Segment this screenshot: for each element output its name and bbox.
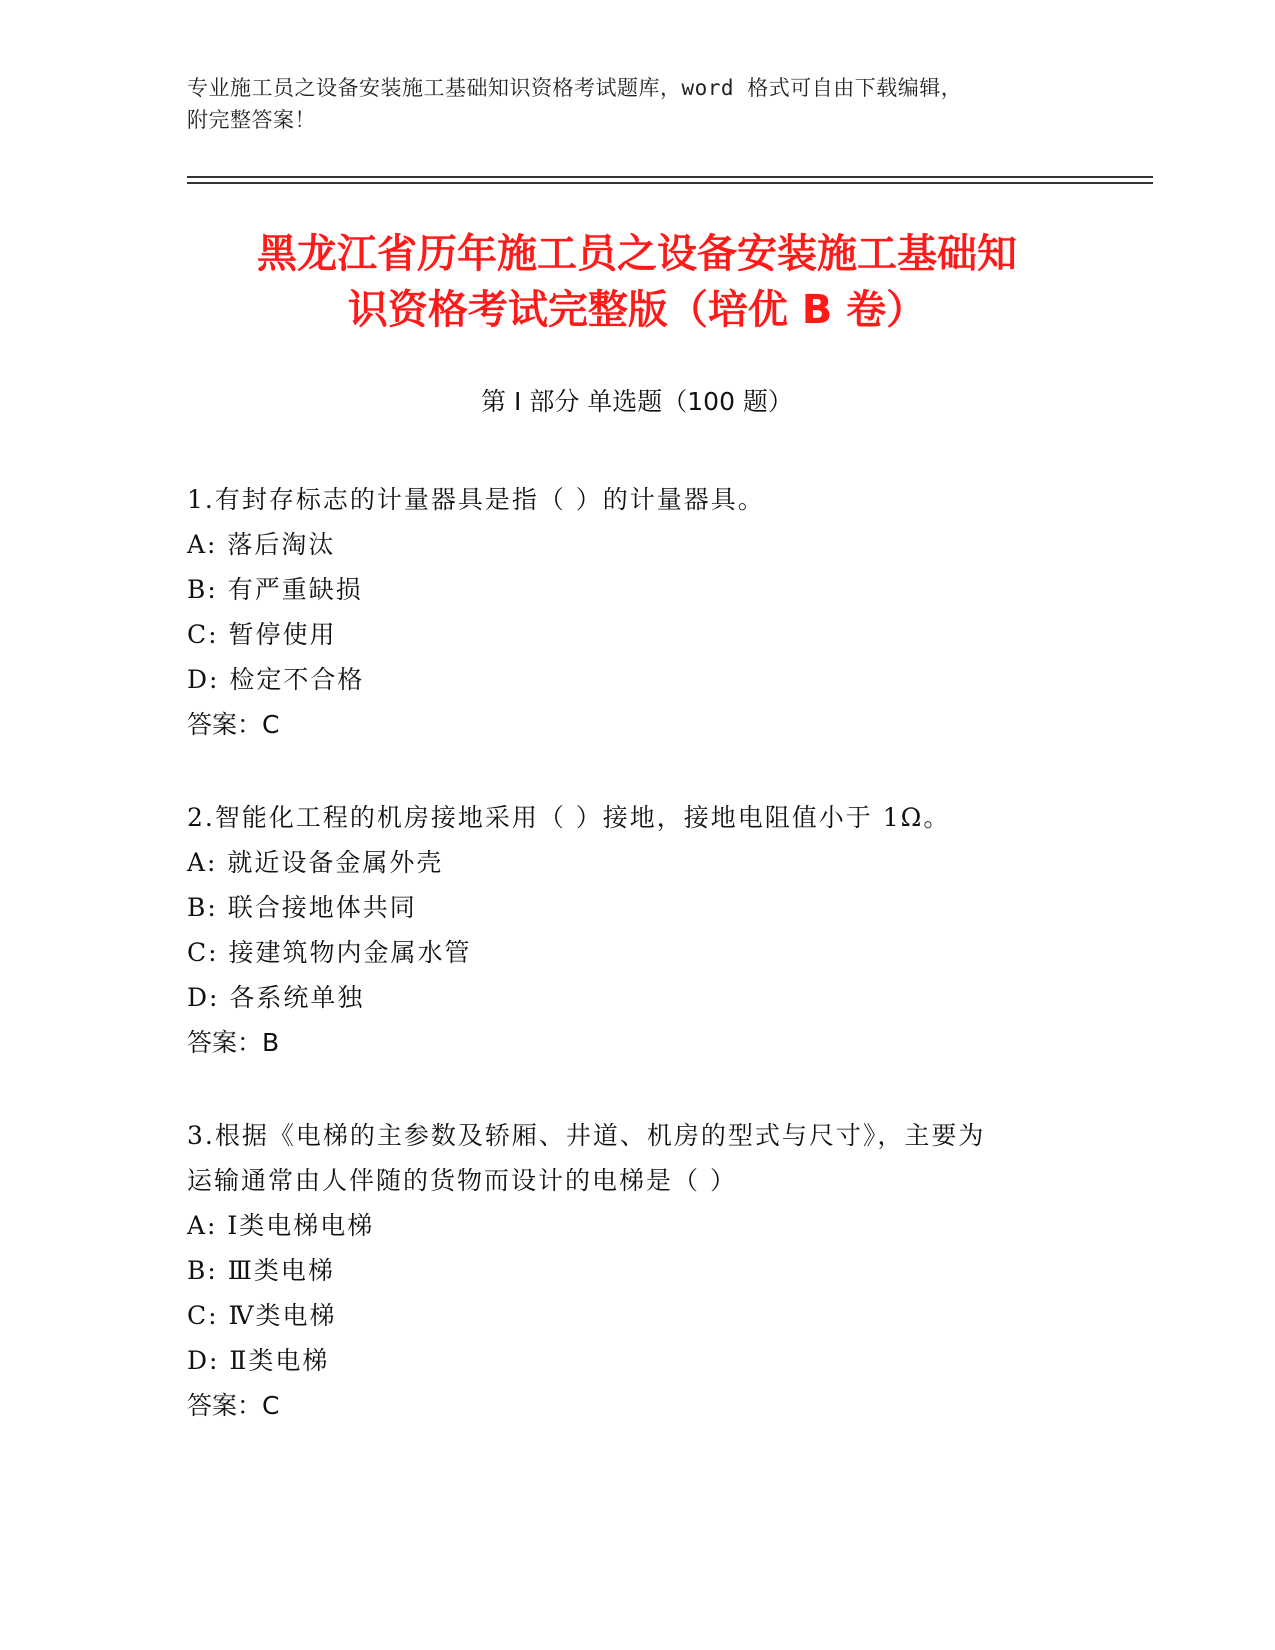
option-a: A: 落后淘汰	[187, 530, 336, 559]
option-c: C: Ⅳ类电梯	[187, 1301, 337, 1330]
question-stem-line-1: 3.根据《电梯的主参数及轿厢、井道、机房的型式与尺寸》，主要为	[187, 1121, 986, 1150]
question-3	[187, 1113, 1087, 1428]
document-title-line-2: 识资格考试完整版（培优 B 卷）	[347, 287, 927, 333]
option-d: D: 各系统单独	[187, 983, 365, 1012]
option-b: B: Ⅲ类电梯	[187, 1256, 335, 1285]
header-note-line-1: 专业施工员之设备安装施工基础知识资格考试题库，word 格式可自由下载编辑，	[187, 76, 963, 100]
option-d: D: 检定不合格	[187, 665, 365, 694]
option-a: A: Ⅰ类电梯电梯	[187, 1211, 375, 1240]
header-divider-bottom	[187, 182, 1153, 184]
question-1	[187, 477, 1087, 747]
document-title-line-1: 黑龙江省历年施工员之设备安装施工基础知	[257, 231, 1017, 277]
question-stem: 2.智能化工程的机房接地采用（ ）接地，接地电阻值小于 1Ω。	[187, 803, 951, 832]
answer: 答案：B	[187, 1028, 280, 1057]
section-heading: 第 I 部分 单选题（100 题）	[481, 387, 793, 416]
document-title	[187, 226, 1087, 338]
option-b: B: 有严重缺损	[187, 575, 363, 604]
header-note-line-2: 附完整答案！	[187, 108, 316, 132]
option-c: C: 暂停使用	[187, 620, 337, 649]
question-stem-line-2: 运输通常由人伴随的货物而设计的电梯是（ ）	[187, 1166, 737, 1195]
option-b: B: 联合接地体共同	[187, 893, 417, 922]
question-2	[187, 795, 1087, 1065]
question-stem: 1.有封存标志的计量器具是指（ ）的计量器具。	[187, 485, 765, 514]
option-c: C: 接建筑物内金属水管	[187, 938, 472, 967]
header-divider-top	[187, 176, 1153, 178]
answer: 答案：C	[187, 710, 280, 739]
answer: 答案：C	[187, 1391, 280, 1420]
option-a: A: 就近设备金属外壳	[187, 848, 444, 877]
option-d: D: Ⅱ类电梯	[187, 1346, 330, 1375]
header-note	[187, 72, 1087, 136]
